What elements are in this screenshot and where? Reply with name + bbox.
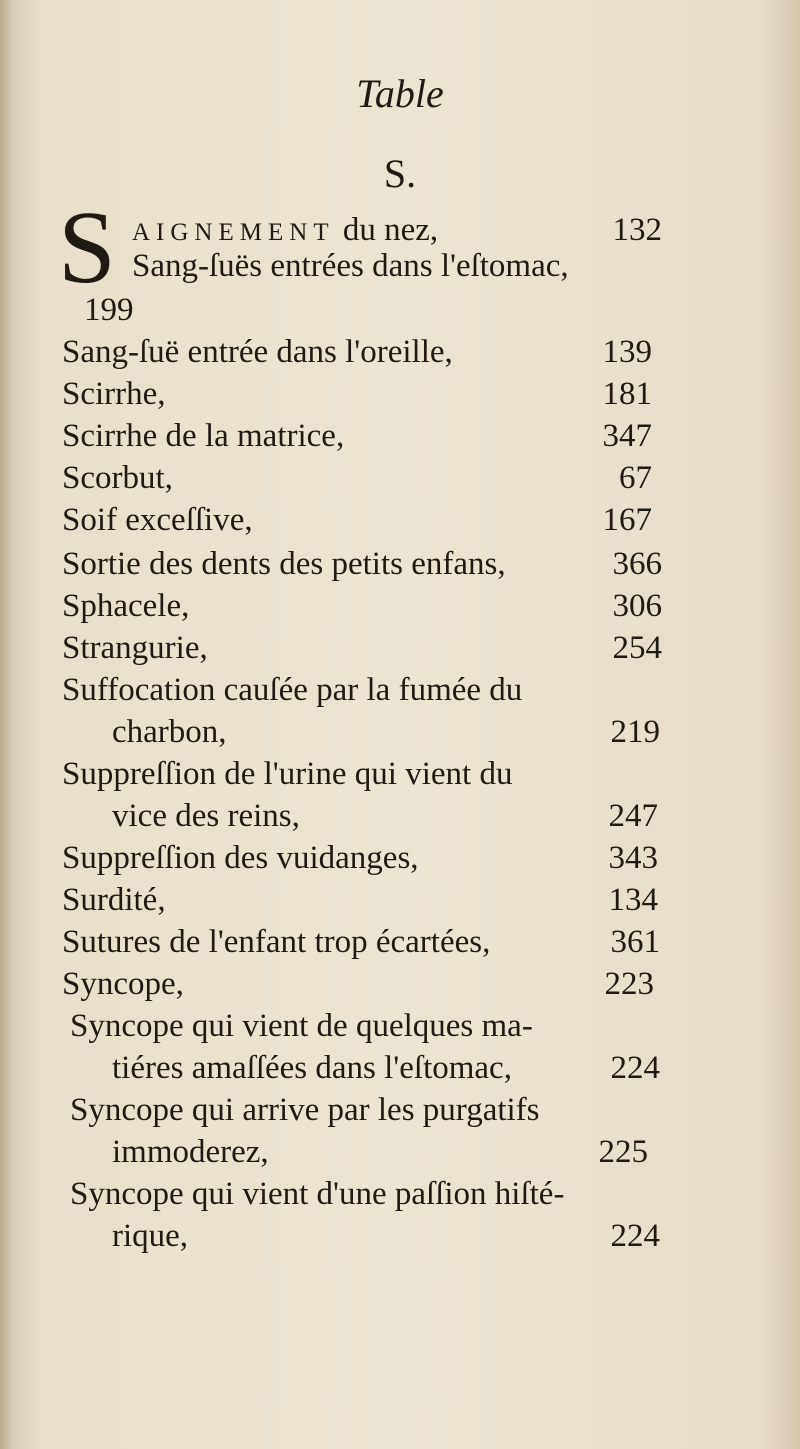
entry-page: 223: [604, 966, 654, 1002]
index-entry: [112, 1214, 660, 1258]
entry-text: Sutures de l'enfant trop écartées,: [62, 924, 491, 960]
entry-text: Suppreſſion des vuidanges,: [62, 840, 419, 876]
entry-text: 199: [84, 292, 134, 328]
section-letter: S.: [383, 151, 417, 196]
index-entry: [62, 584, 662, 628]
index-entry: [132, 244, 662, 288]
index-entry: [62, 330, 652, 374]
entry-page: 224: [610, 1050, 660, 1086]
entry-page: 139: [602, 334, 652, 370]
drop-cap: S: [58, 190, 116, 305]
entry-page: 67: [619, 460, 652, 496]
index-entry: [62, 498, 652, 542]
entry-text: Syncope,: [62, 966, 184, 1002]
entry-text: vice des reins,: [112, 798, 300, 834]
index-entry: [70, 1088, 660, 1132]
entry-page: 347: [602, 418, 652, 454]
entry-text: Scirrhe,: [62, 376, 166, 412]
entry-text: Suffocation cauſée par la fumée du: [62, 672, 523, 708]
entry-text: Sphacele,: [62, 588, 190, 624]
entry-text: charbon,: [112, 714, 227, 750]
entry-page: 134: [608, 882, 658, 918]
entry-text: Soif exceſſive,: [62, 502, 253, 538]
index-entry: [112, 1046, 660, 1090]
entry-page: 247: [608, 798, 658, 834]
entry-page: 366: [612, 546, 662, 582]
index-entry: [112, 794, 658, 838]
entry-page: 167: [602, 502, 652, 538]
entry-page: 181: [602, 376, 652, 412]
index-entry: [62, 372, 652, 416]
entry-page: 254: [612, 630, 662, 666]
entry-text: Syncope qui arrive par les purgatifs: [70, 1092, 540, 1128]
entry-text: Suppreſſion de l'urine qui vient du: [62, 756, 513, 792]
entry-text: tiéres amaſſées dans l'eſtomac,: [112, 1050, 512, 1086]
entry-text: Scorbut,: [62, 460, 173, 496]
index-entry: [62, 626, 662, 670]
index-entry: [112, 1130, 648, 1174]
entry-text: du nez,: [334, 212, 439, 248]
entry-page: 224: [610, 1218, 660, 1254]
entry-text: rique,: [112, 1218, 189, 1254]
index-entry: [62, 920, 660, 964]
entry-text: Sortie des dents des petits enfans,: [62, 546, 506, 582]
entry-page: 306: [612, 588, 662, 624]
page-binding-edge: [0, 0, 14, 1449]
index-entry: [62, 414, 652, 458]
entry-text: Sang-ſuë entrée dans l'oreille,: [62, 334, 453, 370]
entry-page: 132: [612, 212, 662, 248]
entry-page: 219: [610, 714, 660, 750]
index-entry: [112, 710, 660, 754]
entry-text: Syncope qui vient d'une paſſion hiſté-: [70, 1176, 565, 1212]
entry-text: Syncope qui vient de quelques ma-: [70, 1008, 533, 1044]
index-entry: [62, 542, 662, 586]
index-entry: [70, 1004, 660, 1048]
index-entry: [70, 1172, 660, 1216]
entry-text: Scirrhe de la matrice,: [62, 418, 345, 454]
index-entry: [62, 456, 652, 500]
index-entry: [62, 836, 658, 880]
entry-text: Sang-ſuës entrées dans l'eſtomac,: [132, 248, 569, 284]
entry-text: Strangurie,: [62, 630, 208, 666]
index-entry: [84, 288, 284, 332]
index-entry: [62, 668, 662, 712]
page-title: Table: [356, 71, 444, 116]
entry-page: 343: [608, 840, 658, 876]
index-entry: [62, 962, 654, 1006]
index-entry: [62, 878, 658, 922]
entry-text: Surdité,: [62, 882, 166, 918]
entry-page: 361: [610, 924, 660, 960]
entry-page: 225: [598, 1134, 648, 1170]
entry-text: immoderez,: [112, 1134, 269, 1170]
entry-head: AIGNEMENT: [132, 219, 335, 246]
index-entry: [62, 752, 662, 796]
